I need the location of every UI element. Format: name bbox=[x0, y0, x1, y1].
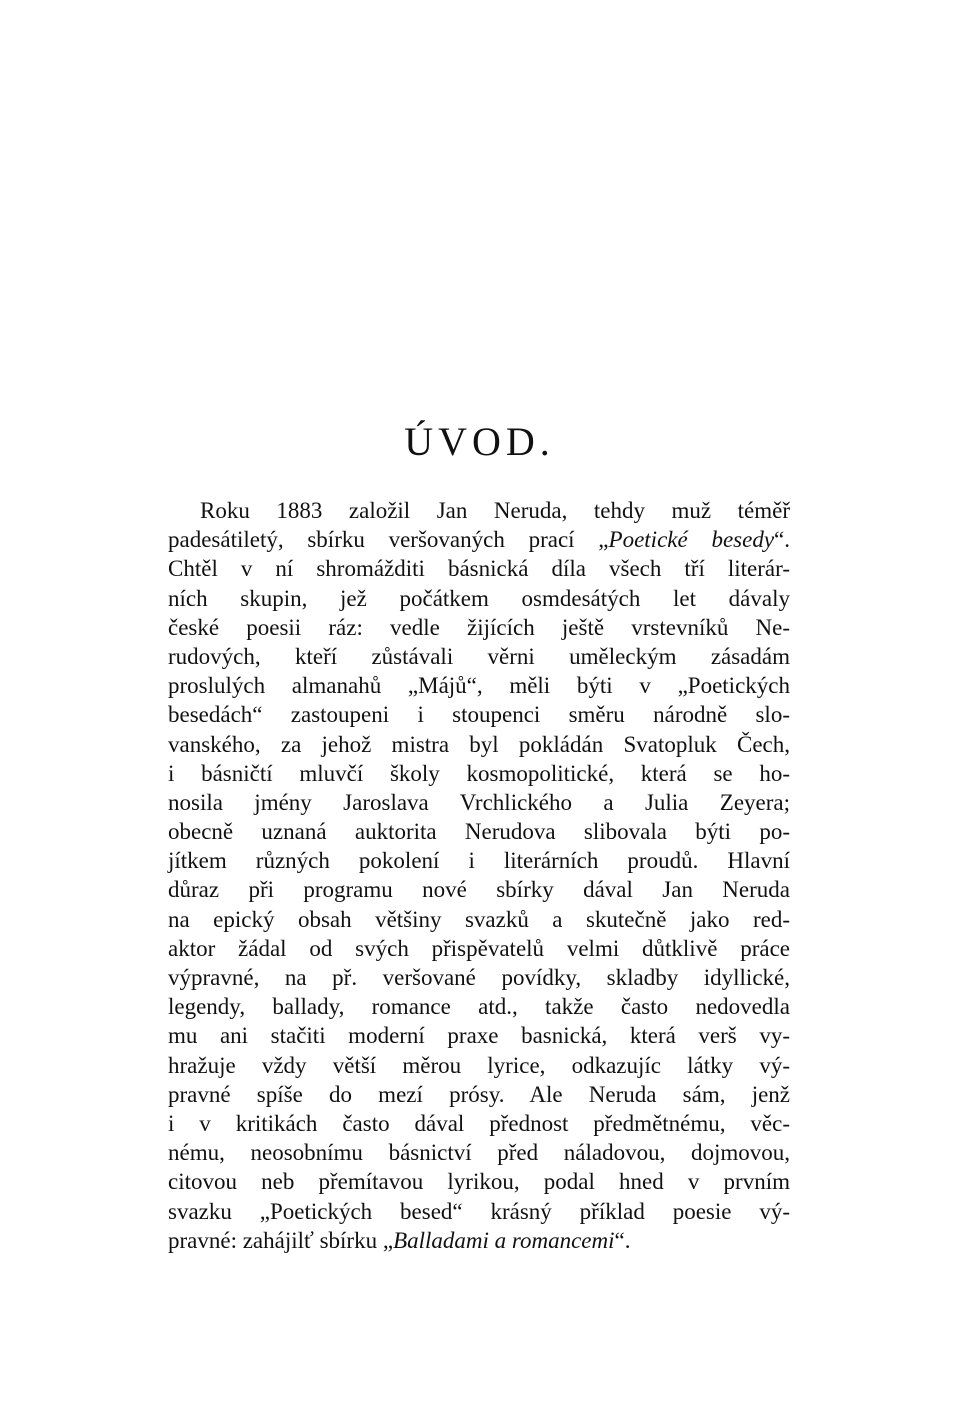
text-segment: “. bbox=[614, 1227, 631, 1253]
text-line: ních skupin, jež počátkem osmdesátých let dávaly bbox=[168, 585, 790, 611]
text-line: pravné spíše do mezí prósy. Ale Neruda sám, jenž bbox=[168, 1081, 790, 1107]
text-line: aktor žádal od svých přispěvatelů velmi důtklivě práce bbox=[168, 935, 790, 961]
text-line: rudových, kteří zůstávali věrni uměleckým zásadám bbox=[168, 643, 790, 669]
text-line: Roku 1883 založil Jan Neruda, tehdy muž téměř bbox=[200, 498, 790, 523]
text-line: legendy, ballady, romance atd., takže často nedovedla bbox=[168, 994, 790, 1020]
text-line: mu ani stačiti moderní praxe basnická, která verš vy- bbox=[168, 1023, 790, 1049]
text-line: i básničtí mluvčí školy kosmopolitické, která se ho- bbox=[168, 760, 790, 786]
body-paragraph bbox=[168, 496, 790, 1255]
text-line: proslulých almanahů „Májů“, měli býti v „Poetických bbox=[168, 673, 790, 699]
text-line: obecně uznaná auktorita Nerudova slibovala býti po- bbox=[168, 819, 790, 845]
italic-title: Poetické besedy bbox=[608, 527, 775, 553]
text-line: besedách“ zastoupeni i stoupenci směru národně slo- bbox=[168, 702, 790, 728]
text-line: Chtěl v ní shromážditi básnická díla všech tří literár- bbox=[168, 556, 790, 582]
text-line: i v kritikách často dával přednost předmětnému, věc- bbox=[168, 1110, 790, 1136]
text-segment: pravné: zahájilť sbírku „ bbox=[168, 1227, 394, 1253]
text-line: výpravné, na př. veršované povídky, skladby idyllické, bbox=[168, 965, 790, 990]
text-segment: padesátiletý, sbírku veršovaných prací „ bbox=[168, 527, 609, 553]
text-line bbox=[168, 1226, 790, 1255]
text-line: citovou neb přemítavou lyrikou, podal hned v prvním bbox=[168, 1169, 790, 1195]
text-line: nému, neosobnímu básnictví před náladovou, dojmovou, bbox=[168, 1140, 790, 1166]
text-line: vanského, za jehož mistra byl pokládán Svatopluk Čech, bbox=[168, 731, 790, 757]
text-segment: “. bbox=[774, 527, 790, 553]
text-line: nosila jmény Jaroslava Vrchlického a Julia Zeyera; bbox=[168, 789, 790, 815]
page-title: ÚVOD. bbox=[404, 419, 555, 464]
text-line: důraz při programu nové sbírky dával Jan Neruda bbox=[168, 877, 790, 903]
text-line: české poesii ráz: vedle žijících ještě vrstevníků Ne- bbox=[168, 614, 790, 640]
text-line: hražuje vždy větší měrou lyrice, odkazujíc látky vý- bbox=[168, 1052, 790, 1078]
text-line: svazku „Poetických besed“ krásný příklad poesie vý- bbox=[168, 1198, 790, 1224]
text-line bbox=[168, 525, 790, 554]
italic-title: Balladami a romancemi bbox=[393, 1227, 615, 1253]
text-line: jítkem různých pokolení i literárních proudů. Hlavní bbox=[168, 848, 790, 874]
text-line: na epický obsah většiny svazků a skutečně jako red- bbox=[168, 906, 790, 932]
